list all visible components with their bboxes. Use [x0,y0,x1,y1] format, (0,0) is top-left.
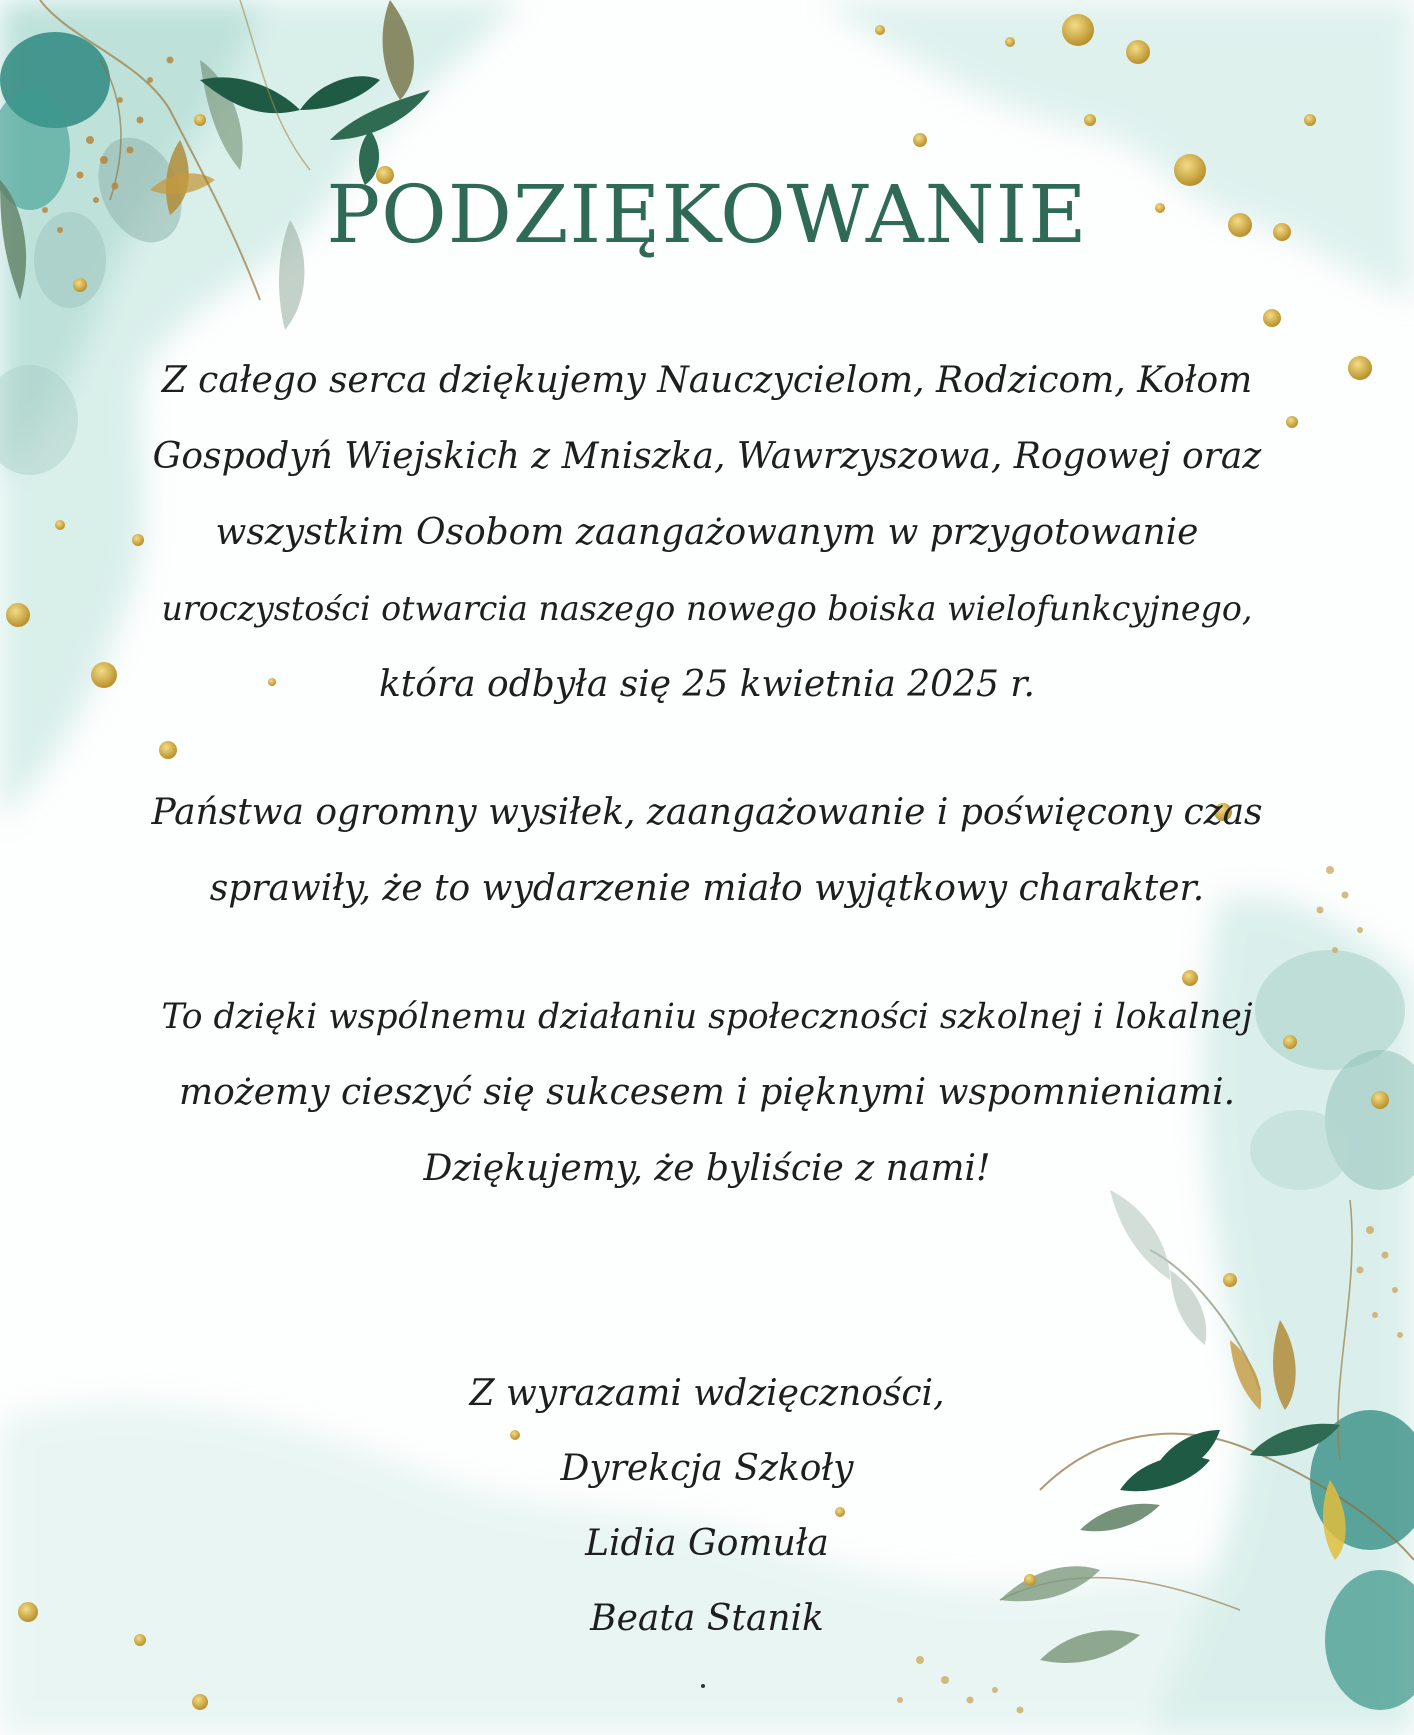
paragraph-line: To dzięki wspólnemu działaniu społeczności szkolnej i lokalnej [161,997,1253,1037]
paragraph-thanks [150,343,1264,723]
paragraph-line: Państwa ogromny wysiłek, zaangażowanie i poświęcony czas [151,792,1263,833]
paragraph-line: możemy cieszyć się sukcesem i pięknymi wspomnieniami. [178,1072,1236,1113]
paragraph-line: Gospodyń Wiejskich z Mniszka, Wawrzyszowa, Rogowej oraz [152,436,1262,477]
signature-block [300,1356,1114,1656]
page-title: PODZIĘKOWANIE [326,168,1088,261]
paragraph-line: która odbyła się 25 kwietnia 2025 r. [378,664,1035,705]
paragraph-line: uroczystości otwarcia naszego nowego boiska wielofunkcyjnego, [161,589,1253,628]
paragraph-line: sprawiły, że to wydarzenie miało wyjątkowy charakter. [209,868,1205,909]
signature-name: Lidia Gomuła [585,1523,829,1564]
paragraph-line: Dziękujemy, że byliście z nami! [423,1148,991,1189]
paragraph-line: wszystkim Osobom zaangażowanym w przygotowanie [215,512,1199,553]
closing-phrase: Z wyrazami wdzięczności, [469,1373,945,1414]
end-mark [701,1684,705,1688]
signature-organization: Dyrekcja Szkoły [560,1448,854,1489]
paragraph-effort [150,775,1264,927]
signature-name: Beata Stanik [590,1598,824,1639]
paragraph-line: Z całego serca dziękujemy Nauczycielom, Rodzicom, Kołom [161,360,1253,401]
paragraph-community [150,979,1264,1207]
